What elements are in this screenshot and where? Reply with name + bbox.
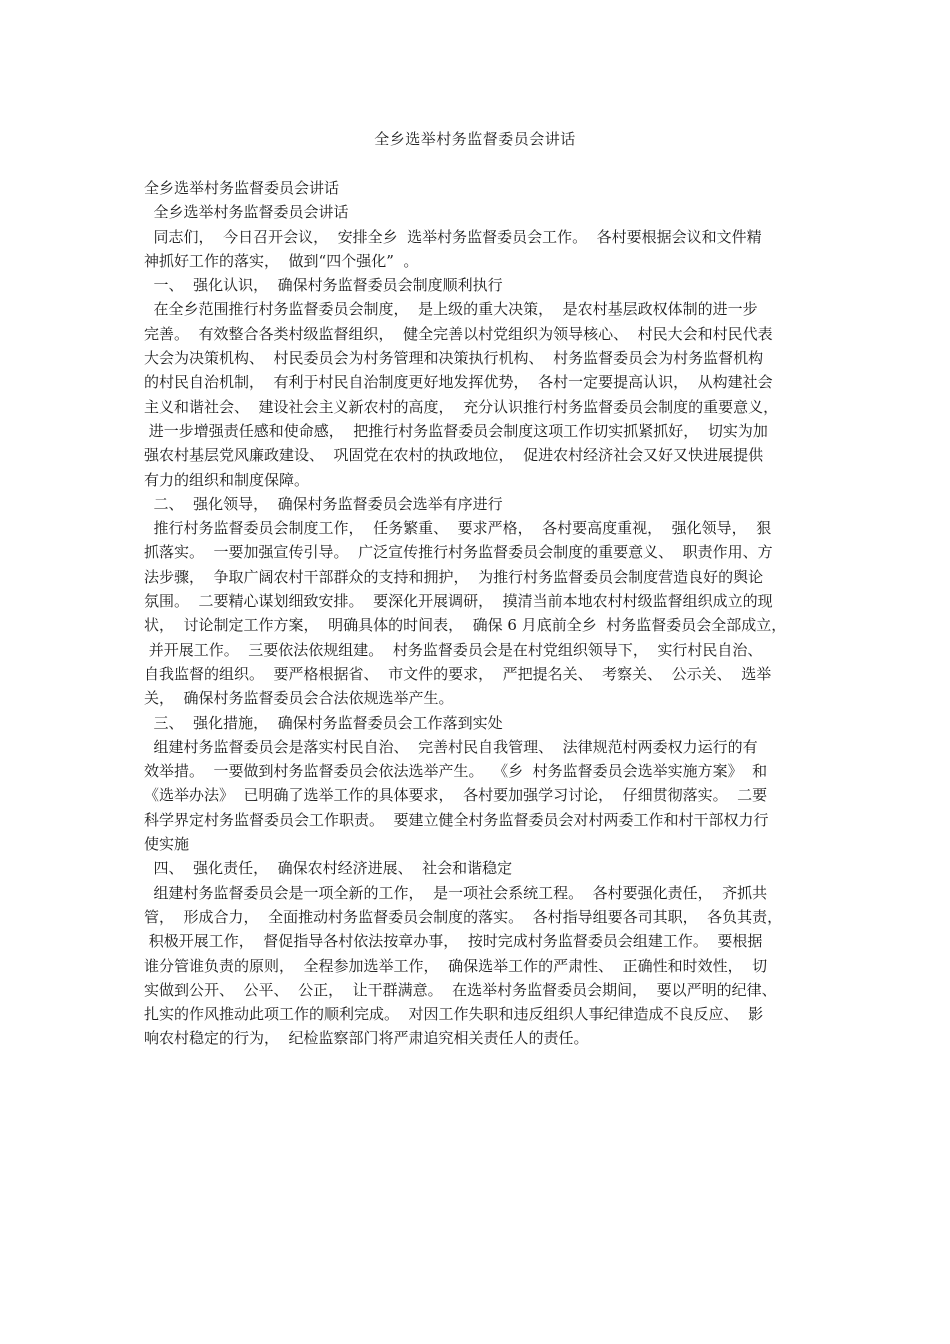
body-line: 组建村务监督委员会是一项全新的工作， 是一项社会系统工程。 各村要强化责任， 齐抓共 — [144, 883, 768, 902]
body-line: 全乡选举村务监督委员会讲话 — [144, 179, 340, 197]
body-line: 并开展工作。 三要依法依规组建。 村务监督委员会是在村党组织领导下， 实行村民自治、 — [144, 640, 763, 659]
body-line: 主义和谐社会、 建设社会主义新农村的高度， 充分认识推行村务监督委员会制度的重要意义， — [144, 397, 779, 416]
body-line: 效举措。 一要做到村务监督委员会依法选举产生。 《乡 村务监督委员会选举实施方案》 和 — [144, 762, 768, 781]
body-line: 进一步增强责任感和使命感， 把推行村务监督委员会制度这项工作切实抓紧抓好， 切实为加 — [144, 421, 768, 440]
body-line: 全乡选举村务监督委员会讲话 — [144, 203, 349, 222]
body-line: 完善。 有效整合各类村级监督组织， 健全完善以村党组织为领导核心、 村民大会和村民代表 — [144, 324, 773, 343]
body-line: 响农村稳定的行为， 纪检监察部门将严肃追究相关责任人的责任。 — [144, 1029, 589, 1048]
body-line: 三、 强化措施， 确保村务监督委员会工作落到实处 — [144, 713, 503, 732]
body-line: 二、 强化领导， 确保村务监督委员会选举有序进行 — [144, 494, 503, 513]
body-line: 强农村基层党风廉政建设、 巩固党在农村的执政地位， 促进农村经济社会又好又快进展提供 — [144, 446, 764, 465]
body-line: 管， 形成合力， 全面推动村务监督委员会制度的落实。 各村指导组要各司其职， 各负其责， — [144, 907, 783, 926]
body-line: 积极开展工作， 督促指导各村依法按章办事， 按时完成村务监督委员会组建工作。 要根据 — [144, 932, 763, 951]
body-line: 抓落实。 一要加强宣传引导。 广泛宣传推行村务监督委员会制度的重要意义、 职责作用、方 — [144, 543, 773, 562]
body-line: 的村民自治机制， 有利于村民自治制度更好地发挥优势， 各村一定要提高认识， 从构建社会 — [144, 373, 773, 392]
body-line: 神抓好工作的落实， 做到“四个强化” 。 — [144, 251, 419, 270]
body-line: 氛围。 二要精心谋划细致安排。 要深化开展调研， 摸清当前本地农村村级监督组织成立的现 — [144, 592, 773, 611]
body-line: 同志们， 今日召开会议， 安排全乡 选举村务监督委员会工作。 各村要根据会议和文件精 — [144, 227, 762, 246]
body-line: 大会为决策机构、 村民委员会为村务管理和决策执行机构、 村务监督委员会为村务监督机构 — [144, 349, 764, 368]
body-line: 谁分管谁负责的原则， 全程参加选举工作， 确保选举工作的严肃性、 正确性和时效性， 切 — [144, 956, 768, 975]
body-line: 自我监督的组织。 要严格根据省、 市文件的要求， 严把提名关、 考察关、 公示关、 选举 — [144, 664, 772, 683]
body-line: 四、 强化责任， 确保农村经济进展、 社会和谐稳定 — [144, 859, 513, 878]
body-line: 一、 强化认识， 确保村务监督委员会制度顺利执行 — [144, 276, 503, 295]
body-line: 关， 确保村务监督委员会合法依规选举产生。 — [144, 689, 454, 708]
body-line: 有力的组织和制度保障。 — [144, 470, 310, 489]
body-line: 《选举办法》 已明确了选举工作的具体要求， 各村要加强学习讨论， 仔细贯彻落实。 二要 — [144, 786, 768, 805]
body-line: 扎实的作风推动此项工作的顺利完成。 对因工作失职和违反组织人事纪律造成不良反应、 影 — [144, 1005, 764, 1024]
body-line: 法步骤， 争取广阔农村干部群众的支持和拥护， 为推行村务监督委员会制度营造良好的舆论 — [144, 567, 764, 586]
document-body — [144, 176, 820, 1051]
body-line: 实做到公开、 公平、 公正， 让干群满意。 在选举村务监督委员会期间， 要以严明的纪律、 — [144, 980, 777, 999]
body-line: 推行村务监督委员会制度工作， 任务繁重、 要求严格， 各村要高度重视， 强化领导， 狠 — [144, 519, 772, 538]
body-line: 在全乡范围推行村务监督委员会制度， 是上级的重大决策， 是农村基层政权体制的进一步 — [144, 300, 758, 319]
body-line: 组建村务监督委员会是落实村民自治、 完善村民自我管理、 法律规范村两委权力运行的有 — [144, 737, 758, 756]
document-title: 全乡选举村务监督委员会讲话 — [374, 130, 576, 148]
body-line: 状， 讨论制定工作方案， 明确具体的时间表， 确保 6 月底前全乡 村务监督委员会全部成立， — [144, 616, 787, 635]
body-line: 使实施 — [144, 835, 190, 854]
body-line: 科学界定村务监督委员会工作职责。 要建立健全村务监督委员会对村两委工作和村干部权力行 — [144, 810, 769, 829]
